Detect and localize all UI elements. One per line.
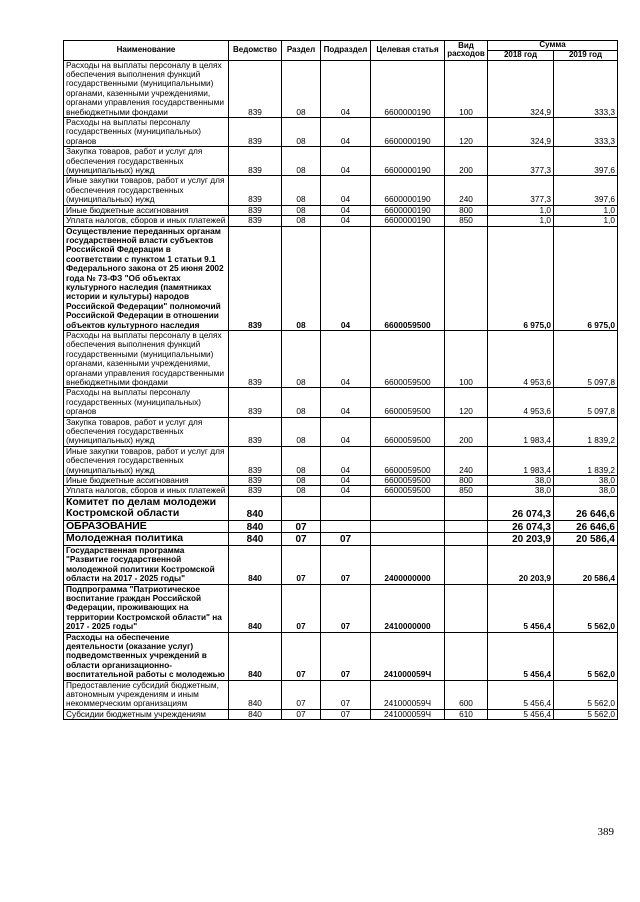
header-2019: 2019 год xyxy=(554,51,618,61)
table-row xyxy=(64,388,618,417)
row-target: 6600000190 xyxy=(371,60,445,117)
row-2019: 20 586,4 xyxy=(554,533,618,546)
row-name: Предоставление субсидий бюджетным, автономным учреждениям и иным некоммерческим организациям xyxy=(64,680,229,709)
row-subsection: 04 xyxy=(321,147,371,176)
row-target: 6600000190 xyxy=(371,205,445,215)
row-target: 2400000000 xyxy=(371,545,445,584)
table-row xyxy=(64,417,618,446)
row-2018: 4 953,6 xyxy=(488,330,554,387)
row-dept: 839 xyxy=(229,60,282,117)
row-exp-type: 200 xyxy=(445,147,488,176)
row-name: Иные закупки товаров, работ и услуг для обеспечения государственных (муниципальных) нужд xyxy=(64,176,229,205)
row-name: Закупка товаров, работ и услуг для обеспечения государственных (муниципальных) нужд xyxy=(64,417,229,446)
row-2018: 6 975,0 xyxy=(488,226,554,330)
table-row xyxy=(64,118,618,147)
header-section: Раздел xyxy=(282,41,321,61)
row-dept: 839 xyxy=(229,476,282,486)
row-subsection: 07 xyxy=(321,584,371,632)
table-row xyxy=(64,205,618,215)
row-dept: 839 xyxy=(229,216,282,226)
row-exp-type xyxy=(445,632,488,680)
row-section: 08 xyxy=(282,216,321,226)
row-target: 6600059500 xyxy=(371,226,445,330)
row-2018: 5 456,4 xyxy=(488,709,554,719)
row-subsection: 07 xyxy=(321,680,371,709)
row-section: 08 xyxy=(282,226,321,330)
row-2019: 26 646,6 xyxy=(554,496,618,520)
budget-table xyxy=(63,40,618,720)
row-subsection: 07 xyxy=(321,632,371,680)
row-dept: 839 xyxy=(229,205,282,215)
row-name: Государственная программа "Развитие государственной молодежной политики Костромской области на 2017 - 2025 годы" xyxy=(64,545,229,584)
row-exp-type xyxy=(445,496,488,520)
row-section: 08 xyxy=(282,118,321,147)
row-exp-type: 100 xyxy=(445,330,488,387)
row-subsection: 07 xyxy=(321,545,371,584)
row-dept: 839 xyxy=(229,147,282,176)
row-dept: 839 xyxy=(229,226,282,330)
row-dept: 839 xyxy=(229,486,282,496)
row-target: 6600059500 xyxy=(371,476,445,486)
row-2019: 333,3 xyxy=(554,60,618,117)
row-target: 241000059Ч xyxy=(371,632,445,680)
row-section: 08 xyxy=(282,330,321,387)
row-dept: 840 xyxy=(229,533,282,546)
row-target: 6600000190 xyxy=(371,216,445,226)
header-exp-type: Вид расходов xyxy=(445,41,488,61)
row-target: 6600059500 xyxy=(371,446,445,475)
row-2019: 397,6 xyxy=(554,176,618,205)
row-section: 08 xyxy=(282,176,321,205)
row-target: 6600000190 xyxy=(371,147,445,176)
row-dept: 840 xyxy=(229,496,282,520)
row-subsection: 04 xyxy=(321,476,371,486)
row-section xyxy=(282,496,321,520)
row-subsection: 07 xyxy=(321,533,371,546)
header-subsection: Подраздел xyxy=(321,41,371,61)
row-name: Иные закупки товаров, работ и услуг для обеспечения государственных (муниципальных) нужд xyxy=(64,446,229,475)
row-2019: 6 975,0 xyxy=(554,226,618,330)
row-name: Закупка товаров, работ и услуг для обеспечения государственных (муниципальных) нужд xyxy=(64,147,229,176)
row-section: 07 xyxy=(282,584,321,632)
row-name: Осуществление переданных органам государственной власти субъектов Российской Федерации в соответствии с пунктом 1 статьи 9.1 Федерального закона от 25 июня 2002 года № 73-ФЗ "Об объектах культурного наследия (памятниках истории и культуры) народов Российской Федерации" полномочий Российской Федерации в отношении объектов культурного наследия xyxy=(64,226,229,330)
row-dept: 839 xyxy=(229,417,282,446)
row-name: Расходы на выплаты персоналу в целях обеспечения выполнения функций государственными (муниципальными) органами, казенными учреждениями, органами управления государственными внебюджетными фондами xyxy=(64,330,229,387)
row-name: Расходы на выплаты персоналу государственных (муниципальных) органов xyxy=(64,388,229,417)
row-2018: 5 456,4 xyxy=(488,680,554,709)
row-exp-type xyxy=(445,520,488,533)
row-2018: 5 456,4 xyxy=(488,584,554,632)
row-exp-type xyxy=(445,584,488,632)
row-2018: 4 953,6 xyxy=(488,388,554,417)
row-subsection: 04 xyxy=(321,118,371,147)
header-target: Целевая статья xyxy=(371,41,445,61)
row-2019: 5 562,0 xyxy=(554,584,618,632)
row-name: Молодежная политика xyxy=(64,533,229,546)
row-2018: 26 074,3 xyxy=(488,520,554,533)
row-2018: 1,0 xyxy=(488,205,554,215)
row-dept: 840 xyxy=(229,680,282,709)
row-target: 6600059500 xyxy=(371,486,445,496)
row-dept: 839 xyxy=(229,176,282,205)
row-2019: 20 586,4 xyxy=(554,545,618,584)
row-name: Комитет по делам молодежи Костромской области xyxy=(64,496,229,520)
row-subsection: 04 xyxy=(321,176,371,205)
row-section: 07 xyxy=(282,680,321,709)
row-section: 08 xyxy=(282,388,321,417)
row-target xyxy=(371,533,445,546)
row-subsection: 04 xyxy=(321,446,371,475)
row-dept: 840 xyxy=(229,545,282,584)
row-exp-type: 610 xyxy=(445,709,488,719)
row-dept: 840 xyxy=(229,520,282,533)
table-row xyxy=(64,520,618,533)
row-subsection xyxy=(321,496,371,520)
row-target xyxy=(371,520,445,533)
row-target: 6600059500 xyxy=(371,388,445,417)
row-exp-type: 800 xyxy=(445,205,488,215)
row-name: ОБРАЗОВАНИЕ xyxy=(64,520,229,533)
row-exp-type: 100 xyxy=(445,60,488,117)
row-2018: 377,3 xyxy=(488,176,554,205)
row-section: 08 xyxy=(282,147,321,176)
row-2018: 377,3 xyxy=(488,147,554,176)
table-row xyxy=(64,176,618,205)
row-section: 08 xyxy=(282,417,321,446)
row-2018: 5 456,4 xyxy=(488,632,554,680)
row-exp-type: 240 xyxy=(445,176,488,205)
row-subsection: 04 xyxy=(321,486,371,496)
row-target: 2410000000 xyxy=(371,584,445,632)
row-2019: 38,0 xyxy=(554,476,618,486)
table-row xyxy=(64,446,618,475)
row-section: 08 xyxy=(282,486,321,496)
row-exp-type: 120 xyxy=(445,118,488,147)
row-name: Уплата налогов, сборов и иных платежей xyxy=(64,216,229,226)
row-dept: 840 xyxy=(229,632,282,680)
table-row xyxy=(64,147,618,176)
row-exp-type: 200 xyxy=(445,417,488,446)
row-dept: 839 xyxy=(229,446,282,475)
header-name: Наименование xyxy=(64,41,229,61)
row-exp-type: 800 xyxy=(445,476,488,486)
row-subsection: 04 xyxy=(321,216,371,226)
table-row xyxy=(64,680,618,709)
row-name: Субсидии бюджетным учреждениям xyxy=(64,709,229,719)
row-2018: 1,0 xyxy=(488,216,554,226)
row-target: 6600000190 xyxy=(371,176,445,205)
row-2018: 1 983,4 xyxy=(488,417,554,446)
table-row xyxy=(64,545,618,584)
table-row xyxy=(64,533,618,546)
header-dept: Ведомство xyxy=(229,41,282,61)
row-name: Подпрограмма "Патриотическое воспитание граждан Российской Федерации, проживающих на территории Костромской области" на 2017 - 2025 годы" xyxy=(64,584,229,632)
row-section: 07 xyxy=(282,533,321,546)
table-row xyxy=(64,496,618,520)
row-section: 08 xyxy=(282,60,321,117)
row-dept: 840 xyxy=(229,584,282,632)
row-section: 08 xyxy=(282,446,321,475)
row-section: 07 xyxy=(282,545,321,584)
row-2018: 20 203,9 xyxy=(488,545,554,584)
table-row xyxy=(64,709,618,719)
row-2019: 26 646,6 xyxy=(554,520,618,533)
page-number: 389 xyxy=(597,826,614,838)
table-row xyxy=(64,216,618,226)
table-row xyxy=(64,330,618,387)
row-name: Уплата налогов, сборов и иных платежей xyxy=(64,486,229,496)
row-2018: 20 203,9 xyxy=(488,533,554,546)
row-subsection: 04 xyxy=(321,60,371,117)
row-exp-type: 850 xyxy=(445,486,488,496)
row-exp-type xyxy=(445,533,488,546)
row-exp-type: 850 xyxy=(445,216,488,226)
row-target: 6600059500 xyxy=(371,417,445,446)
row-name: Иные бюджетные ассигнования xyxy=(64,205,229,215)
row-section: 08 xyxy=(282,476,321,486)
row-subsection: 04 xyxy=(321,417,371,446)
row-name: Расходы на выплаты персоналу в целях обеспечения выполнения функций государственными (муниципальными) органами, казенными учреждениями, органами управления государственными внебюджетными фондами xyxy=(64,60,229,117)
row-2019: 5 097,8 xyxy=(554,330,618,387)
header-sum: Сумма xyxy=(488,41,618,51)
row-target: 6600000190 xyxy=(371,118,445,147)
row-2018: 324,9 xyxy=(488,118,554,147)
row-target: 241000059Ч xyxy=(371,709,445,719)
row-target: 6600059500 xyxy=(371,330,445,387)
table-row xyxy=(64,486,618,496)
row-2018: 324,9 xyxy=(488,60,554,117)
row-subsection: 04 xyxy=(321,330,371,387)
row-2019: 5 097,8 xyxy=(554,388,618,417)
row-subsection: 04 xyxy=(321,388,371,417)
row-2019: 5 562,0 xyxy=(554,680,618,709)
row-section: 07 xyxy=(282,520,321,533)
table-row xyxy=(64,632,618,680)
row-exp-type: 600 xyxy=(445,680,488,709)
row-target: 241000059Ч xyxy=(371,680,445,709)
row-name: Расходы на выплаты персоналу государственных (муниципальных) органов xyxy=(64,118,229,147)
row-dept: 839 xyxy=(229,118,282,147)
row-2018: 38,0 xyxy=(488,486,554,496)
row-2018: 26 074,3 xyxy=(488,496,554,520)
row-2019: 38,0 xyxy=(554,486,618,496)
row-2019: 5 562,0 xyxy=(554,709,618,719)
row-2019: 1 839,2 xyxy=(554,446,618,475)
table-row xyxy=(64,584,618,632)
row-2019: 1,0 xyxy=(554,205,618,215)
row-2019: 1,0 xyxy=(554,216,618,226)
table-row xyxy=(64,476,618,486)
row-exp-type: 240 xyxy=(445,446,488,475)
row-dept: 839 xyxy=(229,330,282,387)
row-exp-type xyxy=(445,545,488,584)
row-section: 07 xyxy=(282,709,321,719)
row-subsection: 04 xyxy=(321,226,371,330)
row-2019: 397,6 xyxy=(554,147,618,176)
table-row xyxy=(64,60,618,117)
row-2018: 1 983,4 xyxy=(488,446,554,475)
table-row xyxy=(64,226,618,330)
row-subsection xyxy=(321,520,371,533)
header-2018: 2018 год xyxy=(488,51,554,61)
row-exp-type xyxy=(445,226,488,330)
row-dept: 840 xyxy=(229,709,282,719)
row-subsection: 07 xyxy=(321,709,371,719)
row-section: 07 xyxy=(282,632,321,680)
row-section: 08 xyxy=(282,205,321,215)
row-subsection: 04 xyxy=(321,205,371,215)
row-2018: 38,0 xyxy=(488,476,554,486)
row-2019: 333,3 xyxy=(554,118,618,147)
row-target xyxy=(371,496,445,520)
table-body xyxy=(64,60,618,720)
row-2019: 5 562,0 xyxy=(554,632,618,680)
row-name: Иные бюджетные ассигнования xyxy=(64,476,229,486)
row-dept: 839 xyxy=(229,388,282,417)
row-exp-type: 120 xyxy=(445,388,488,417)
row-2019: 1 839,2 xyxy=(554,417,618,446)
row-name: Расходы на обеспечение деятельности (оказание услуг) подведомственных учреждений в области организационно-воспитательной работы с молодежью xyxy=(64,632,229,680)
